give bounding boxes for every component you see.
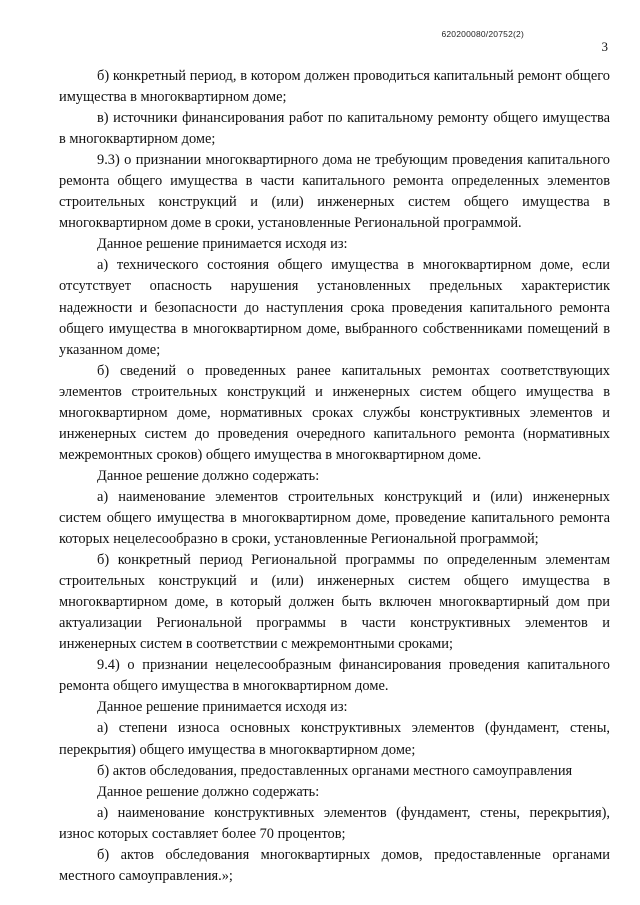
paragraph: 9.4) о признании нецелесообразным финансирования проведения капитального ремонта общего имущества в многоквартирном доме. bbox=[59, 657, 610, 695]
paragraph: Данное решение должно содержать: bbox=[97, 467, 320, 484]
paragraph: б) актов обследования многоквартирных домов, предоставленные органами местного самоуправления.»; bbox=[59, 846, 610, 884]
page-number: 3 bbox=[601, 39, 608, 54]
paragraph: б) конкретный период Региональной программы по определенным элементам строительных конструкций и (или) инженерных систем общего имущества в многоквартирном доме, в который должен быть включен многоквартирный дом при актуализации Региональной программы в части конструктивных элементов и инженерных систем в соответствии с межремонтными сроками; bbox=[59, 552, 610, 653]
paragraph: Данное решение принимается исходя из: bbox=[97, 236, 348, 253]
paragraph: а) технического состояния общего имущества в многоквартирном доме, если отсутствует опасность нарушения установленных предельных характеристик надежности и безопасности до наступления срока проведения капитального ремонта общего имущества в многоквартирном доме, выбранного собственниками помещений в указанном доме; bbox=[59, 257, 610, 358]
paragraph: б) актов обследования, предоставленных органами местного самоуправления bbox=[97, 762, 573, 779]
paragraph: б) конкретный период, в котором должен проводиться капитальный ремонт общего имущества в многоквартирном доме; bbox=[59, 68, 610, 106]
paragraph: Данное решение принимается исходя из: bbox=[97, 699, 348, 716]
paragraph: а) степени износа основных конструктивных элементов (фундамент, стены, перекрытия) общего имущества в многоквартирном доме; bbox=[59, 720, 610, 758]
document-id: 620200080/20752(2) bbox=[441, 29, 524, 39]
paragraph: а) наименование конструктивных элементов (фундамент, стены, перекрытия), износ которых составляет более 70 процентов; bbox=[59, 804, 610, 842]
paragraph: б) сведений о проведенных ранее капитальных ремонтах соответствующих элементов строительных конструкций и инженерных систем общего имущества в многоквартирном доме, нормативных сроках службы конструктивных элементов и инженерных систем до проведения очередного капитального ремонта (нормативных межремонтных сроков) общего имущества в многоквартирном доме. bbox=[59, 362, 610, 463]
paragraph: в) источники финансирования работ по капитальному ремонту общего имущества в многоквартирном доме; bbox=[59, 110, 610, 148]
paragraph: Данное решение должно содержать: bbox=[97, 783, 320, 800]
document-body bbox=[59, 66, 610, 887]
paragraph: а) наименование элементов строительных конструкций и (или) инженерных систем общего имущества в многоквартирном доме, проведение капитального ремонта которых нецелесообразно в сроки, установленные Региональной программой; bbox=[59, 488, 610, 548]
paragraph: 9.3) о признании многоквартирного дома не требующим проведения капитального ремонта общего имущества в части капитального ремонта определенных элементов строительных конструкций и (или) инженерных систем общего имущества в многоквартирном доме в сроки, установленные Региональной программой. bbox=[59, 152, 610, 232]
